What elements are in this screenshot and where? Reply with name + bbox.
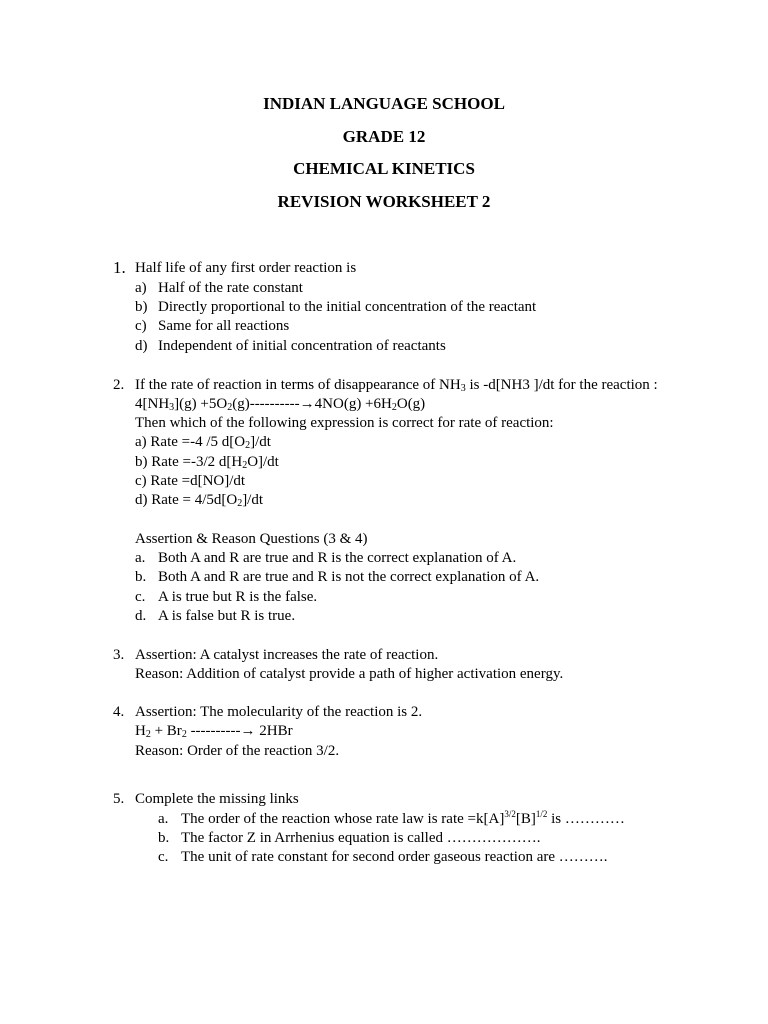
reaction-equation: $4[NH_3](g) +5O_2(g)----------\to 4NO(g) +6H_2O(g)$ xyxy=(135,396,426,413)
question-subtext: Then which of the following expression is correct for rate of reaction: xyxy=(135,415,554,431)
assertion-text: Assertion: A catalyst increases the rate of reaction. xyxy=(135,647,439,663)
school-name: INDIAN LANGUAGE SCHOOL xyxy=(263,94,505,113)
option-label: b. xyxy=(135,569,147,585)
option-text: c) Rate =d[NO]/dt xyxy=(135,473,246,489)
option-text: Both A and R are true and R is not the correct explanation of A. xyxy=(158,569,540,585)
option-text: A is false but R is true. xyxy=(158,608,296,624)
reason-text: Reason: Order of the reaction 3/2. xyxy=(135,743,340,759)
option-label: a) xyxy=(135,280,147,296)
assertion-text: Assertion: The molecularity of the reaction is 2. xyxy=(135,704,423,720)
option-label: c. xyxy=(158,849,169,865)
option-text: Independent of initial concentration of reactants xyxy=(158,338,446,354)
option-label: a. xyxy=(135,550,146,566)
question-number: 2. xyxy=(113,377,125,393)
question-number: 4. xyxy=(113,704,125,720)
option-text: Both A and R are true and R is the correct explanation of A. xyxy=(158,550,517,566)
option-text: Same for all reactions xyxy=(158,318,290,334)
reason-text: Reason: Addition of catalyst provide a path of higher activation energy. xyxy=(135,666,564,682)
reaction-equation: $H_2 + Br_2$ ----------→ 2HBr xyxy=(135,723,293,740)
option-text: The unit of rate constant for second order gaseous reaction are ………. xyxy=(181,849,608,865)
option-text: A is true but R is the false. xyxy=(158,589,318,605)
option-label: a. xyxy=(158,811,169,827)
option-text: Directly proportional to the initial concentration of the reactant xyxy=(158,299,537,315)
option-text: The factor Z in Arrhenius equation is called ………………. xyxy=(181,830,541,846)
option-label: d. xyxy=(135,608,147,624)
question-number: 5. xyxy=(113,791,125,807)
question-text: Complete the missing links xyxy=(135,791,299,807)
question-number: 1. xyxy=(113,258,126,277)
arrow-icon: → xyxy=(240,723,256,739)
option-text: d) Rate = $4/5d[O_2]/dt$ xyxy=(135,492,264,509)
option-text: b) Rate =-3/2 $d[H_2O]/dt$ xyxy=(135,454,279,471)
option-label: b. xyxy=(158,830,170,846)
option-label: c) xyxy=(135,318,147,334)
arrow-icon: → xyxy=(299,396,315,412)
section-title: Assertion & Reason Questions (3 & 4) xyxy=(135,531,368,547)
option-text: The order of the reaction whose rate law is rate $=k[A]^{3/2}[B]^{1/2}$ is ………… xyxy=(181,809,625,827)
subject-title: CHEMICAL KINETICS xyxy=(293,159,475,179)
option-label: c. xyxy=(135,589,146,605)
grade-title: GRADE 12 xyxy=(342,126,426,146)
option-text: a) Rate =-4 /5 $d[O_2]/dt$ xyxy=(135,434,271,451)
option-text: Half of the rate constant xyxy=(158,280,303,296)
option-label: d) xyxy=(135,338,148,354)
worksheet-header xyxy=(0,92,768,223)
worksheet-title: REVISION WORKSHEET 2 xyxy=(277,192,491,212)
option-label: b) xyxy=(135,299,148,315)
question-text: Half life of any first order reaction is xyxy=(135,260,357,276)
question-text: If the rate of reaction in terms of disappearance of $NH_3$ is -d[NH3 ]/dt for the reaction : xyxy=(135,377,658,394)
question-number: 3. xyxy=(113,647,125,663)
